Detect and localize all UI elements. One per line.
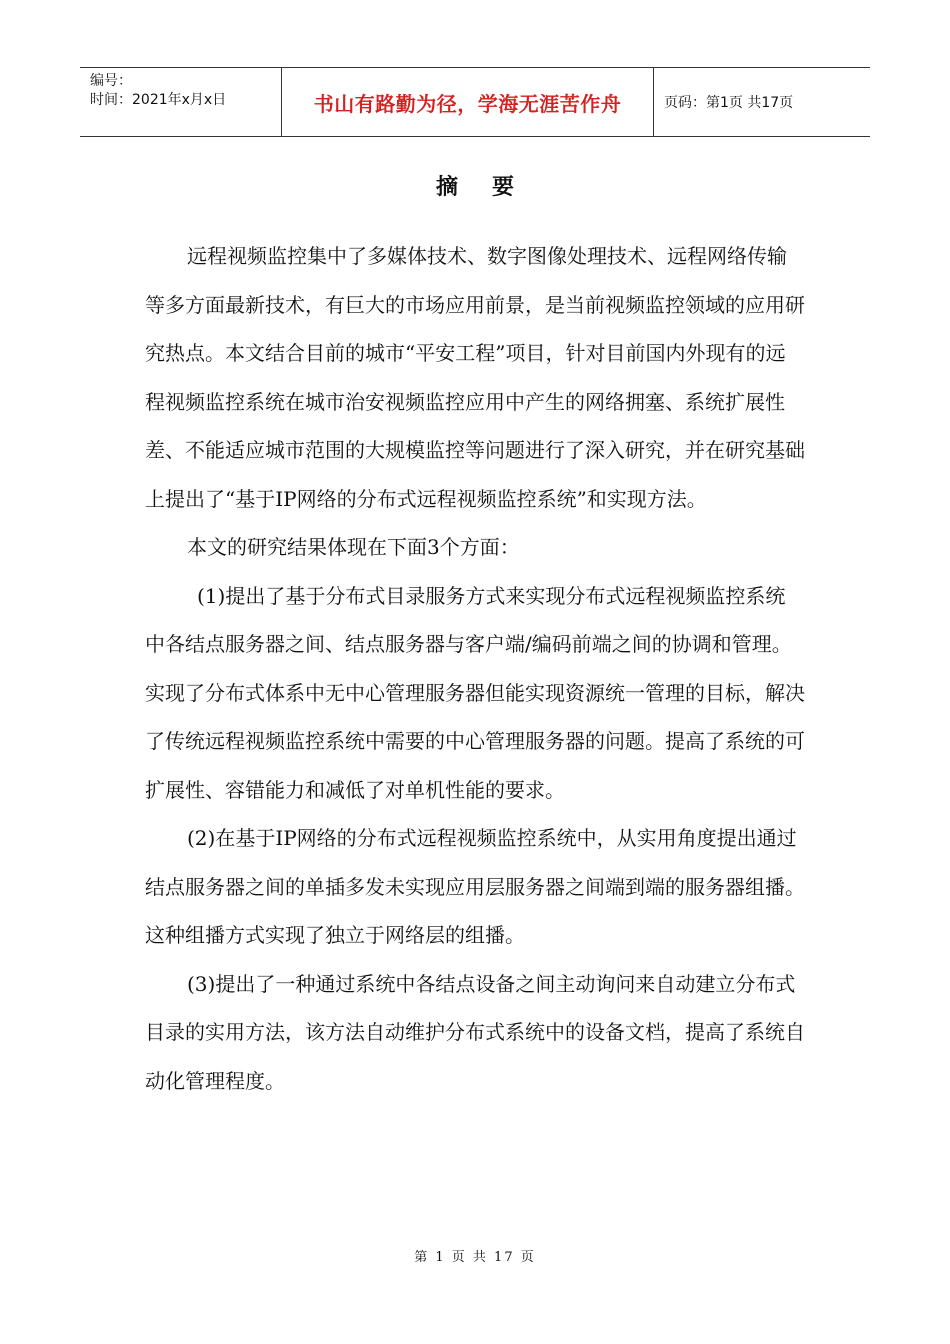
paragraph-result-2: (2)在基于IP网络的分布式远程视频监控系统中，从实用角度提出通过结点服务器之间的单插多发未实现应用层服务器之间端到端的服务器组播。这种组播方式实现了独立于网络层的组播。 bbox=[145, 826, 805, 947]
header-meta-cell bbox=[80, 68, 282, 136]
paragraph-results-intro: 本文的研究结果体现在下面3个方面： bbox=[187, 535, 520, 559]
page-title: 摘要 bbox=[435, 175, 548, 200]
header-motto-cell bbox=[282, 68, 654, 136]
paragraph-result-1: (1)提出了基于分布式目录服务方式来实现分布式远程视频监控系统中各结点服务器之间、结点服务器与客户端/编码前端之间的协调和管理。实现了分布式体系中无中心管理服务器但能实现资源统一管理的目标，解决了传统远程视频监控系统中需要的中心管理服务器的问题。提高了系统的可扩展性、容错能力和减低了对单机性能的要求。 bbox=[145, 583, 805, 802]
abstract-body bbox=[145, 232, 805, 1105]
document-header bbox=[80, 67, 870, 137]
paragraph-intro: 远程视频监控集中了多媒体技术、数字图像处理技术、远程网络传输等多方面最新技术，有巨大的市场应用前景，是当前视频监控领域的应用研究热点。本文结合目前的城市“平安工程”项目，针对目前国内外现有的远程视频监控系统在城市治安视频监控应用中产生的网络拥塞、系统扩展性差、不能适应城市范围的大规模监控等问题进行了深入研究，并在研究基础上提出了“基于IP网络的分布式远程视频监控系统”和实现方法。 bbox=[145, 244, 805, 511]
header-page-cell bbox=[654, 68, 870, 136]
document-number-label: 编号： bbox=[90, 73, 132, 89]
page-info: 页码：第1页 共17页 bbox=[664, 95, 794, 111]
document-time-label: 时间：2021年x月x日 bbox=[90, 92, 227, 108]
page-footer: 第 1 页 共 17 页 bbox=[414, 1250, 536, 1265]
paragraph-result-3: (3)提出了一种通过系统中各结点设备之间主动询问来自动建立分布式目录的实用方法，该方法自动维护分布式系统中的设备文档，提高了系统自动化管理程度。 bbox=[145, 971, 805, 1093]
header-motto: 书山有路勤为径，学海无涯苦作舟 bbox=[313, 91, 622, 116]
